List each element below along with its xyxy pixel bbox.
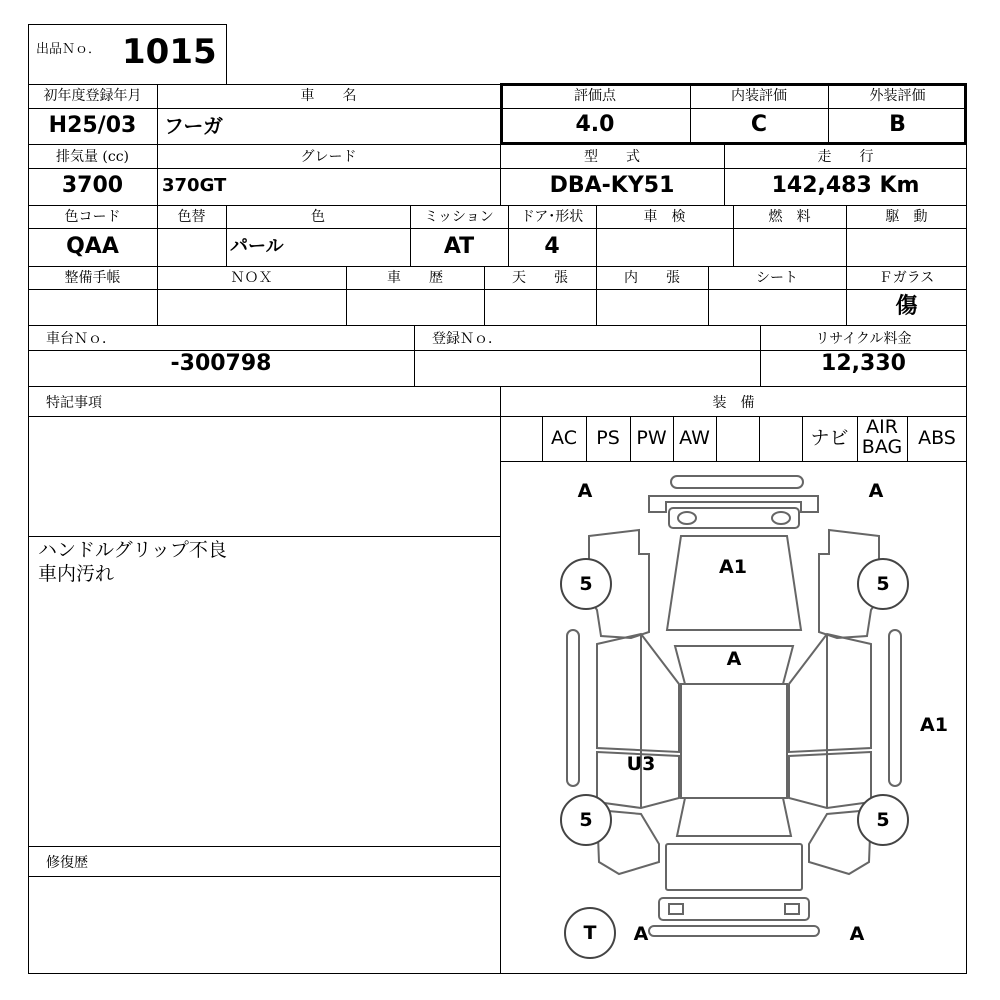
- equipment-abs: ABS: [918, 427, 956, 449]
- mileage-label: 走 行: [817, 149, 874, 165]
- damage-left-door: U3: [626, 753, 656, 775]
- car-name-label: 車 名: [300, 88, 357, 104]
- damage-right-side: A1: [920, 714, 948, 736]
- equipment-navi: ナビ: [810, 427, 849, 449]
- equipment-ac: AC: [551, 427, 577, 449]
- equipment-aw: AW: [679, 427, 710, 449]
- displacement-value: 3700: [61, 173, 124, 198]
- damage-rear-left: A: [633, 923, 649, 945]
- equipment-label: 装 備: [712, 395, 755, 411]
- grade-label: グレード: [300, 149, 357, 165]
- tire-front-right-circle: 5: [857, 558, 909, 610]
- remarks-line-1: ハンドルグリップ不良: [38, 539, 227, 561]
- damage-front-left-corner: A: [577, 480, 593, 502]
- equipment-airbag: AIR BAG: [861, 416, 903, 458]
- chassis-number-label: 車台Ｎｏ．: [46, 331, 116, 347]
- lot-number-label: 出品Ｎｏ．: [36, 42, 102, 57]
- displacement-label: 排気量 (cc): [55, 149, 130, 165]
- equipment-ps: PS: [596, 427, 620, 449]
- exterior-grade-label: 外装評価: [869, 88, 926, 104]
- reg-date-value: H25/03: [48, 113, 137, 138]
- spare-tire-circle: T: [564, 907, 616, 959]
- interior-grade-label: 内装評価: [731, 88, 787, 104]
- repair-history-label: 修復歴: [46, 855, 88, 871]
- tire-rear-right-circle: 5: [857, 794, 909, 846]
- repaint-label: 色替: [177, 209, 206, 225]
- seat-label: シート: [756, 270, 798, 286]
- mission-label: ミッション: [424, 209, 494, 225]
- ceiling-label: 天 張: [512, 270, 568, 286]
- fuel-label: 燃 料: [768, 209, 811, 225]
- mileage-value: 142,483 Km: [771, 173, 920, 198]
- tire-front-left-circle: 5: [560, 558, 612, 610]
- damage-roof: A: [726, 648, 742, 670]
- remarks-label: 特記事項: [46, 395, 102, 411]
- door-shape-value: 4: [544, 234, 560, 259]
- car-damage-diagram: [501, 462, 966, 973]
- inspection-label: 車 検: [643, 209, 686, 225]
- model-code-label: 型 式: [584, 149, 640, 165]
- remarks-line-2: 車内汚れ: [38, 563, 115, 585]
- damage-front-right-corner: A: [868, 480, 884, 502]
- recycle-fee-label: リサイクル料金: [815, 331, 912, 347]
- nox-label: ＮＯＸ: [230, 270, 273, 286]
- chassis-number-value: -300798: [170, 351, 272, 376]
- mission-value: AT: [443, 234, 475, 259]
- lot-number-value: 1015: [122, 32, 217, 72]
- reg-date-label: 初年度登録年月: [43, 88, 142, 104]
- history-label: 車 歴: [387, 270, 443, 286]
- recycle-fee-value: 12,330: [821, 351, 906, 376]
- door-shape-label: ドア･形状: [520, 209, 584, 225]
- damage-hood: A1: [719, 556, 747, 578]
- model-code-value: DBA-KY51: [549, 173, 675, 198]
- registration-number-label: 登録Ｎｏ．: [432, 331, 502, 347]
- car-name-value: フーガ: [164, 114, 223, 138]
- damage-rear-right: A: [849, 923, 865, 945]
- color-code-label: 色コード: [64, 209, 121, 225]
- grade-value: 370GT: [162, 175, 227, 196]
- fglass-value: 傷: [895, 293, 918, 319]
- color-value: パール: [230, 236, 284, 257]
- score-label: 評価点: [574, 88, 616, 104]
- interior-grade-value: C: [750, 112, 768, 137]
- drive-label: 駆 動: [885, 209, 928, 225]
- equipment-pw: PW: [636, 427, 667, 449]
- interior-trim-label: 内 張: [624, 270, 680, 286]
- exterior-grade-value: B: [889, 112, 906, 137]
- tire-rear-left-circle: 5: [560, 794, 612, 846]
- fglass-label: Ｆガラス: [878, 270, 935, 286]
- color-code-value: QAA: [66, 234, 119, 259]
- score-value: 4.0: [575, 112, 615, 137]
- color-label: 色: [311, 209, 325, 225]
- maintenance-book-label: 整備手帳: [64, 270, 121, 286]
